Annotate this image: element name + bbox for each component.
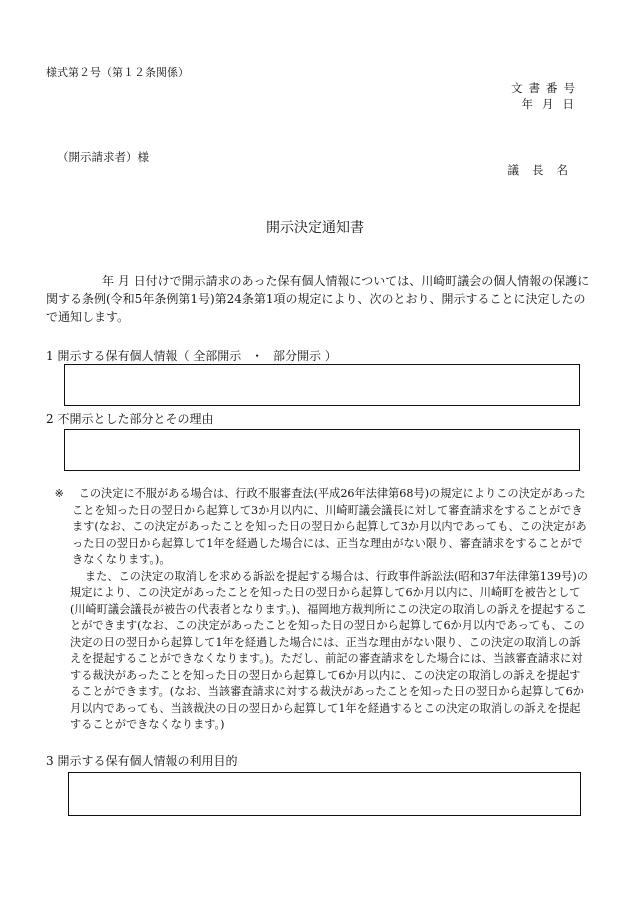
section-1-input-box[interactable] [64, 364, 580, 406]
note-paragraph-1 [54, 486, 588, 569]
note-para-1-text: この決定に不服がある場合は、行政不服審査法(平成26年法律第68号)の規定によりこの決定があったことを知った日の翌日から起算して3か月以内に、川崎町議会議長に対して審査請求をすることができます(なお、この決定があったことを知った日の翌日から起算して3か月以内であっても、この決定があった日の翌日から起算して1年を経過した場合には、正当な理由がない限り、審査請求をすることができなくなります。)。 [72, 487, 587, 566]
section-1-label [46, 347, 337, 364]
intro-line-1: 年 月 日付けで開示請求のあった保有個人情報については、川崎町議会の個人情報の保護に [102, 274, 590, 288]
option-partial-disclosure[interactable]: 部分開示 [272, 349, 321, 363]
note-mark: ※ [54, 487, 65, 500]
section-3-input-box[interactable] [68, 772, 581, 816]
form-number: 様式第２号（第１２条関係） [46, 66, 189, 79]
requester-name: （開示請求者）様 [57, 150, 149, 164]
section-1-title: 1 開示する保有個人情報（ [46, 349, 190, 363]
intro-line-rest: 関する条例(令和5年条例第1号)第24条第1項の規定により、次のとおり、開示することに決定したので通知します。 [46, 292, 586, 324]
chair-name: 議長名 [507, 163, 581, 177]
section-3-label: 3 開示する保有個人情報の利用目的 [46, 754, 238, 768]
issue-date: 年月日 [521, 97, 583, 111]
section-2-label: 2 不開示とした部分とその理由 [46, 412, 214, 426]
section-2-input-box[interactable] [64, 429, 580, 471]
note-paragraph-2: また、この決定の取消しを求める訴訟を提起する場合は、行政事件訴訟法(昭和37年法律第139号)の [84, 569, 588, 583]
appeal-note [54, 486, 588, 734]
option-separator: ・ [251, 349, 264, 363]
option-full-disclosure[interactable]: 全部開示 [193, 349, 242, 363]
document-number: 文書番号 [511, 81, 581, 95]
section-1-close: ） [324, 349, 337, 363]
intro-paragraph [46, 272, 594, 326]
note-paragraph-3: 規定により、この決定があったことを知った日の翌日から起算して6か月以内に、川崎町を被告として(川崎町議会議長が被告の代表者となります。)、福岡地方裁判所にこの決定の取消しの訴えを提起することができます(なお、この決定があったことを知った日の翌日から起算して6か月以内であっても、この決定の日の翌日から起算して1年を経過した場合には、正当な理由がない限り、この決定の取消しの訴えを提起することができなくなります。)。ただし、前記の審査請求をした場合には、当該審査請求に対する裁決があったことを知った日の翌日から起算して6か月以内に、この決定の取消しの訴えを提起することができます。(なお、当該審査請求に対する裁決があったことを知った日の翌日から起算して6か月以内であっても、当該裁決の日の翌日から起算して1年を経過するとこの決定の取消しの訴えを提起することができなくなります。) [70, 586, 587, 731]
document-title: 開示決定通知書 [266, 220, 364, 236]
